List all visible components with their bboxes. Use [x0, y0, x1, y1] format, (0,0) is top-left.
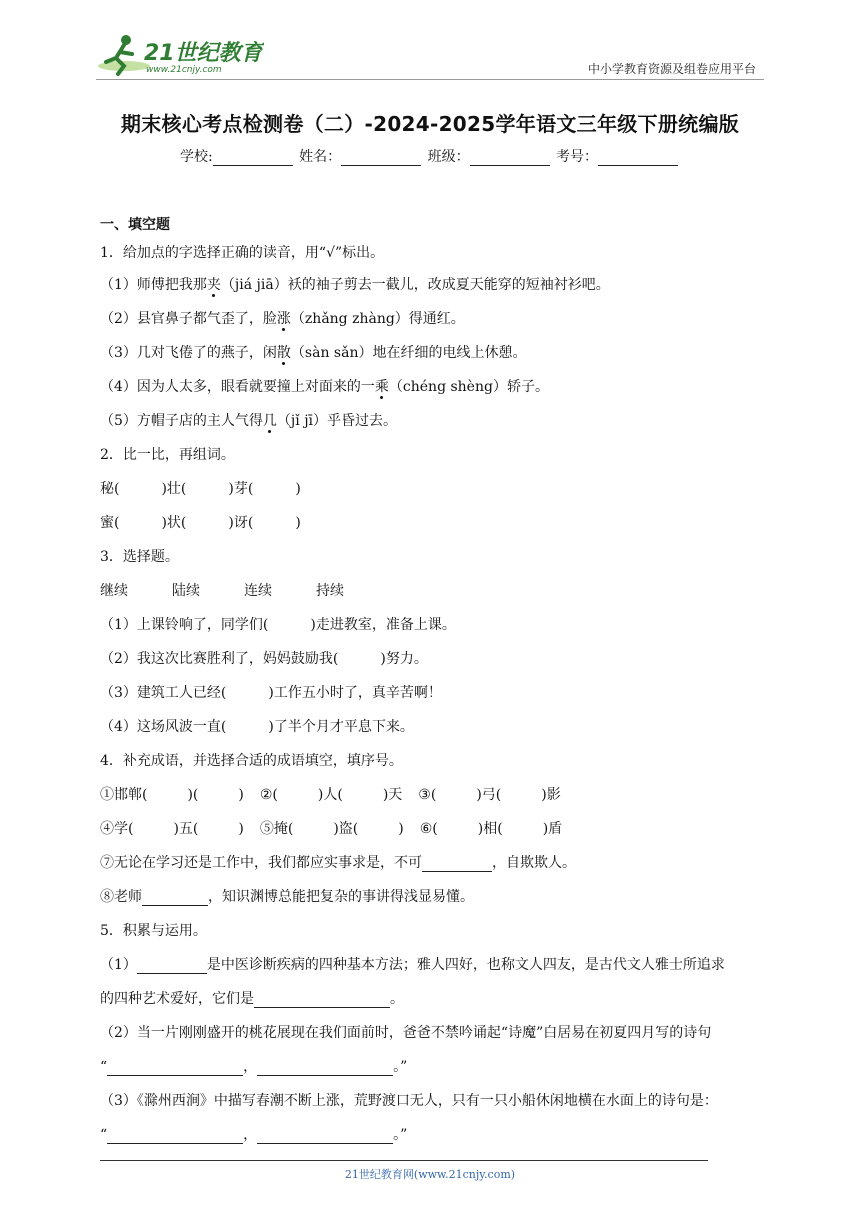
dotted-char: 夹: [206, 277, 221, 293]
exam-no-label: 考号：: [556, 149, 599, 165]
q1-stem: 1．给加点的字选择正确的读音，用“√”标出。: [100, 245, 385, 261]
name-label: 姓名：: [299, 149, 342, 165]
fill-blank[interactable]: [422, 857, 492, 872]
footer-divider: [100, 1160, 708, 1161]
q5-paragraph: （2）当一片刚刚盛开的桃花展现在我们面前时，爸爸不禁吟诵起“诗魔”白居易在初夏四月写的诗句: [100, 1025, 712, 1041]
q4-idiom-row: ④学( )五( ) ⑤掩( )盗( ) ⑥( )相( )盾: [100, 821, 563, 837]
fill-blank[interactable]: [257, 1061, 393, 1076]
q2-row: 蜜( )状( )讶( ): [100, 515, 301, 531]
runner-logo-icon: [94, 32, 264, 78]
page-header: [0, 0, 860, 80]
fill-blank[interactable]: [257, 1129, 393, 1144]
q3-stem: 3．选择题。: [100, 549, 179, 565]
logo-url-text: www.21cnjy.com: [146, 65, 222, 75]
page-title: 期末核心考点检测卷（二）-2024-2025学年语文三年级下册统编版: [120, 112, 740, 136]
q3-item: （2）我这次比赛胜利了，妈妈鼓励我( )努力。: [100, 651, 428, 667]
option-word: 持续: [316, 583, 344, 599]
q4-sentence: ⑧老师 ，知识渊博总能把复杂的事讲得浅显易懂。: [100, 889, 474, 905]
q4-idiom-row: ①邯郸( )( ) ②( )人( )天 ③( )弓( )影: [100, 787, 561, 803]
q1-item: （4）因为人太多，眼看就要撞上对面来的一乘（chéng shèng）轿子。: [100, 379, 549, 395]
q1-item: （1）师傅把我那夹（jiá jiā）袄的袖子剪去一截儿，改成夏天能穿的短袖衬衫吧。: [100, 277, 610, 293]
class-label: 班级：: [427, 149, 470, 165]
dotted-char: 涨: [276, 311, 291, 327]
q1-item: （2）县官鼻子都气歪了，脸涨（zhǎng zhàng）得通红。: [100, 311, 465, 327]
q3-item: （3）建筑工人已经( )工作五小时了，真辛苦啊！: [100, 685, 442, 701]
header-divider: [96, 79, 764, 80]
q5-paragraph: “ ， 。”: [100, 1127, 408, 1143]
q5-stem: 5．积累与运用。: [100, 923, 207, 939]
q3-options: [100, 580, 344, 600]
q5-paragraph: （3）《滁州西涧》中描写春潮不断上涨，荒野渡口无人，只有一只小船休闲地横在水面上的诗句是：: [100, 1093, 718, 1109]
class-blank[interactable]: [470, 151, 550, 166]
q2-row: 秘( )壮( )芽( ): [100, 481, 301, 497]
q5-paragraph: （1） 是中医诊断疾病的四种基本方法；雅人四好，也称文人四友，是古代文人雅士所追求: [100, 957, 725, 973]
platform-label: 中小学教育资源及组卷应用平台: [587, 62, 756, 76]
exam-no-blank[interactable]: [598, 151, 678, 166]
name-blank[interactable]: [341, 151, 421, 166]
q1-item: （3）几对飞倦了的燕子，闲散（sàn sǎn）地在纤细的电线上休憩。: [100, 345, 527, 361]
fill-blank[interactable]: [107, 1061, 243, 1076]
fill-blank[interactable]: [137, 959, 207, 974]
footer-link[interactable]: 21世纪教育网(www.21cnjy.com): [344, 1168, 516, 1181]
section-heading: 一、填空题: [100, 217, 170, 233]
dotted-char: 散: [276, 345, 291, 361]
q3-item: （4）这场风波一直( )了半个月才平息下来。: [100, 719, 414, 735]
school-blank[interactable]: [213, 151, 293, 166]
school-label: 学校:: [179, 149, 213, 165]
option-word: 陆续: [172, 583, 200, 599]
fill-blank[interactable]: [107, 1129, 243, 1144]
q4-sentence: ⑦无论在学习还是工作中，我们都应实事求是，不可 ，自欺欺人。: [100, 855, 576, 871]
dotted-char: 乘: [374, 379, 389, 395]
q2-stem: 2．比一比，再组词。: [100, 447, 235, 463]
student-info-line: [0, 146, 860, 166]
option-word: 继续: [100, 583, 128, 599]
q3-item: （1）上课铃响了，同学们( )走进教室，准备上课。: [100, 617, 456, 633]
q1-item: （5）方帽子店的主人气得几（jǐ jī）乎昏过去。: [100, 413, 398, 429]
fill-blank[interactable]: [254, 993, 390, 1008]
q5-paragraph: “ ， 。”: [100, 1059, 408, 1075]
dotted-char: 几: [262, 413, 277, 429]
site-logo: [94, 32, 264, 78]
q4-stem: 4．补充成语，并选择合适的成语填空，填序号。: [100, 753, 403, 769]
q5-paragraph: 的四种艺术爱好，它们是 。: [100, 991, 404, 1007]
fill-blank[interactable]: [142, 891, 208, 906]
logo-main-text: 21世纪教育: [144, 41, 263, 66]
option-word: 连续: [244, 583, 272, 599]
